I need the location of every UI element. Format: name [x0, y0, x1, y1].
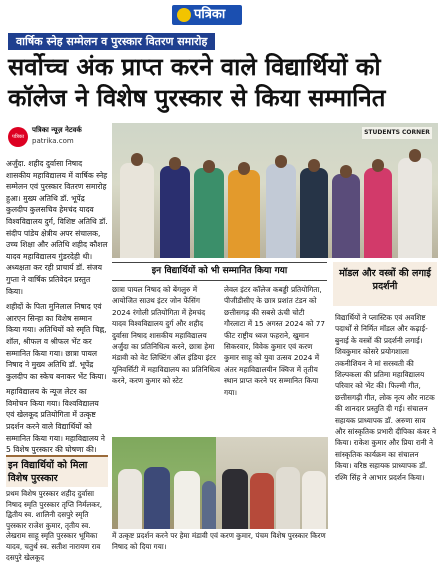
person-figure — [222, 469, 248, 529]
kicker: वार्षिक स्नेह सम्मेलन व पुरस्कार वितरण समारोह — [8, 33, 215, 50]
subhead-special-awards — [6, 455, 108, 487]
person-head — [340, 165, 352, 178]
paragraph-2: शहीदों के पिता मुनिलाल निषाद एवं आरएन सिन्हा का विशेष सम्मान किया गया। अतिथियों को स्मृति चिह्न, शॉल, श्रीफल व श्रीफल भेंट कर सम्मानित किया गया। छात्रा पायल निषाद ने मुख्य अतिथि डॉ. भूपेंद्र कुलदीप का स्केच बनाकर भेंट किया। — [6, 302, 107, 381]
byline-badge: पत्रिका — [8, 127, 28, 147]
newspaper-name: पत्रिका — [194, 7, 226, 22]
person-figure — [364, 168, 392, 258]
article-column-1 — [6, 158, 108, 456]
byline-name: पत्रिका न्यूज़ नेटवर्क — [32, 126, 82, 134]
newspaper-logo — [172, 5, 242, 25]
subhead-exhibition-text: मॉडल और वस्त्रों की लगाई प्रदर्शनी — [339, 268, 431, 292]
section-title — [112, 262, 327, 281]
paragraph-3: महाविद्यालय के न्यूज लेटर का विमोचन किया गया। विश्वविद्यालय एवं खेलकूद प्रतियोगिता में उत्कृष्ट प्रदर्शन करने वाले विद्यार्थियों को सम्मानित किया गया। महाविद्यालय ने 5 विशेष पुरस्कार की घोषणा की। — [6, 387, 106, 455]
person-figure — [276, 467, 300, 529]
person-figure — [174, 471, 200, 529]
person-figure — [194, 168, 224, 258]
headline: सर्वोच्च अंक प्राप्त करने वाले विद्यार्थियों को कॉलेज ने विशेष पुरस्कार से किया सम्मानित — [8, 53, 386, 112]
person-figure — [120, 163, 154, 258]
awards-list: प्रथम विशेष पुरस्कार शहीद दुर्वासा निषाद स्मृति पुरस्कार तृप्ति निर्मलकर, द्वितीय स्व. शालिनी दसपुरे स्मृति पुरस्कार राजेश कुमार, तृतीय स्व. लेखराम साहू स्मृति पुरस्कार भूमिका यादव, चतुर्थ स्व. सतीश नारायण राव दसपुरे खेलकूद — [6, 489, 103, 562]
person-figure — [118, 469, 142, 529]
award-photo-2 — [216, 437, 328, 529]
byline — [8, 123, 103, 151]
masthead — [0, 0, 441, 30]
person-head — [131, 153, 143, 166]
article-column-3: लेवल इंटर कॉलेज कबड्डी प्रतियोगिता, पीजीडीसीए के छात्र प्रशांत टंडन को छत्तीसगढ़ की सबसे ऊंची चोटी गौरलाटा में 15 अगस्त 2024 को 77 फीट राष्ट्रीय ध्वज फहराने, खुमान सिकरवार, विवेक कुमार एवं करण कुमार साहू को युवा उत्सव 2024 में अंतर महाविद्यालयीन क्विज में तृतीय स्थान प्राप्त करने पर सम्मानित किया गया। — [224, 285, 325, 397]
person-figure — [302, 471, 326, 529]
person-figure — [398, 158, 432, 258]
person-figure — [160, 166, 190, 258]
person-figure — [300, 168, 328, 258]
photo-banner: STUDENTS CORNER — [362, 127, 432, 139]
person-figure — [266, 164, 296, 258]
person-figure — [202, 481, 216, 529]
person-figure — [332, 174, 360, 258]
subhead-text: इन विद्यार्थियों को मिला विशेष पुरस्कार — [8, 460, 88, 484]
person-head — [372, 159, 384, 172]
person-head — [409, 149, 421, 162]
paragraph-1: अर्जुंदा. शहीद दुर्वासा निषाद शासकीय महाविद्यालय में वार्षिक स्नेह सम्मेलन एवं पुरस्कार वितरण समारोह हुआ। मुख्य अतिथि डॉ. भूपेंद्र कुलदीप कुलसचिव हेमचंद यादव विश्वविद्यालय दुर्ग, विशिष्ट अतिथि डॉ. संदीप पांडेय क्षेत्रीय अपर संचालक, उच्च शिक्षा और अतिथि शहीद कौशल यादव महाविद्यालय गुंडरदेही थी। अध्यक्षता कर रही प्राचार्य डॉ. संजय गुप्ता ने वार्षिक प्रतिवेदन प्रस्तुत किया। — [6, 159, 108, 296]
article-column-4: विद्यार्थियों ने प्लास्टिक एवं अवशिष्ट पदार्थों से निर्मित मॉडल और कढ़ाई-बुनाई के वस्त्रों की प्रदर्शनी लगाई। शिवकुमार कोसरे प्रयोगशाला तकनीशियन ने मां सरस्वती की शिल्पकला की प्रतिमा महाविद्यालय परिवार को भेंट की। फिल्मी गीत, छत्तीसगढ़ी गीत, लोक नृत्य और नाटक की शानदार प्रस्तुति दी गई। संचालन सहायक प्राध्यापक डॉ. अरुणा साव और सांस्कृतिक प्रभारी दीपिका कंवर ने किया। राकेश कुमार और प्रिया रानी ने सांस्कृतिक कार्यक्रम का संचालन किया। वरिष्ठ सहायक प्राध्यापक डॉ. रश्मि सिंह ने आभार प्रदर्शन किया। — [335, 313, 436, 482]
person-figure — [228, 170, 260, 258]
article-column-2: छात्रा पायल निषाद को बेंगलुरु में आयोजित साउथ इंटर जोन फेंसिंग 2024 रंगोली प्रतियोगिता में हेमचंद यादव विश्वविद्यालय दुर्ग और शहीद दुर्वासा निषाद शासकीय महाविद्यालय अर्जुंदा का प्रतिनिधित्व करने, छात्रा हेमा मंडावी को वेट लिफ्टिंग ऑल इंडिया इंटर यूनिवर्सिटी में महाविद्यालय का प्रतिनिधित्व करने, करण कुमार को स्टेट — [112, 285, 221, 386]
person-head — [275, 155, 287, 168]
byline-url: patrika.com — [32, 137, 74, 145]
person-head — [203, 160, 215, 173]
person-head — [238, 162, 250, 175]
person-figure — [144, 467, 170, 529]
person-head — [308, 159, 320, 172]
subhead-exhibition — [333, 262, 437, 306]
person-head — [169, 157, 181, 170]
emblem-icon — [177, 8, 191, 22]
section-title-text: इन विद्यार्थियों को भी सम्मानित किया गया — [151, 266, 288, 276]
event-photo — [112, 123, 438, 258]
person-figure — [250, 473, 274, 529]
photo-caption: में उत्कृष्ट प्रदर्शन करने पर हेमा मंडावी एवं करण कुमार, पंचम विशेष पुरस्कार किरण निषाद को दिया गया। — [112, 531, 326, 551]
